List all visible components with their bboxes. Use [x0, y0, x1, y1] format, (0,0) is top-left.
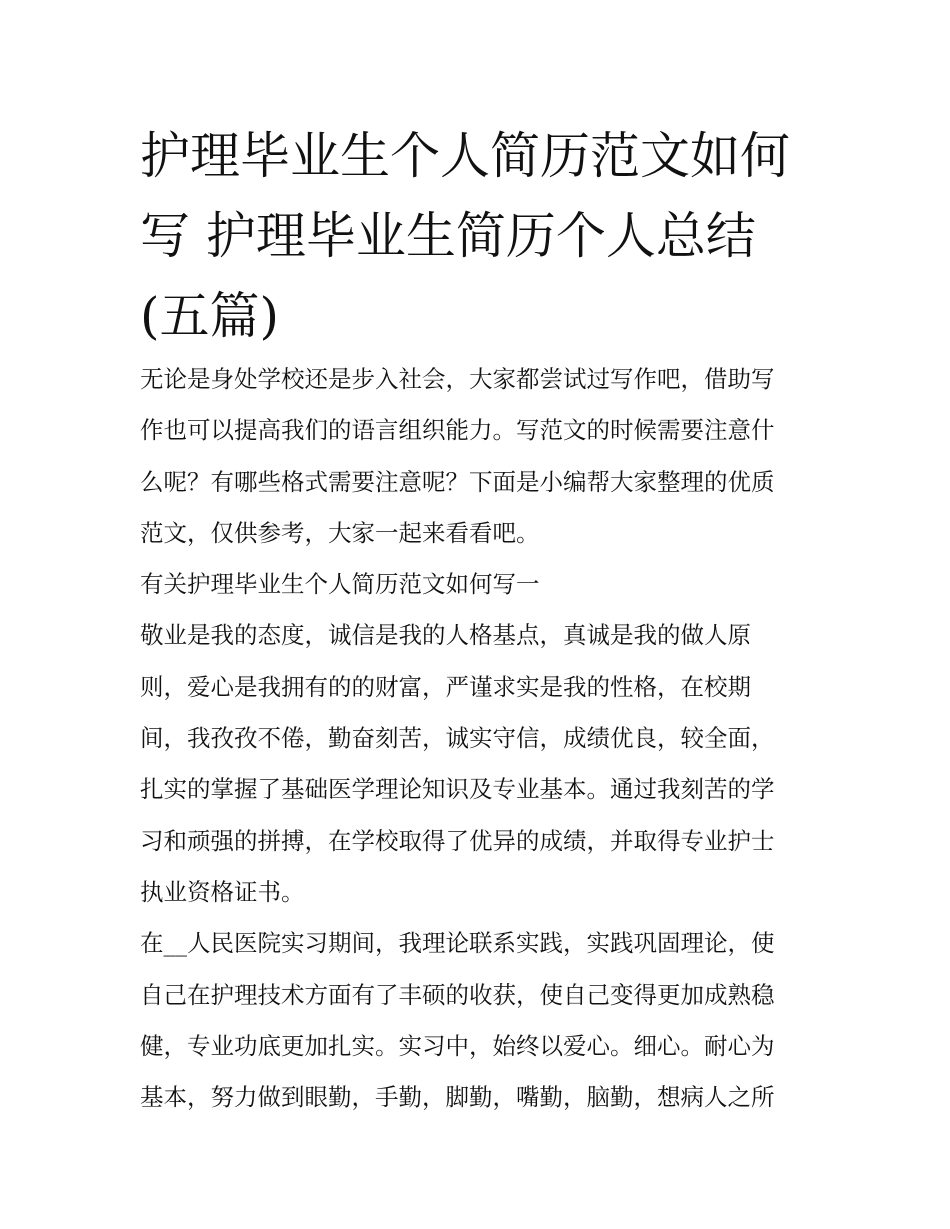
body-paragraph [140, 610, 820, 918]
text-line: 基本，努力做到眼勤，手勤，脚勤，嘴勤，脑勤，想病人之所 [140, 1083, 775, 1112]
text-line: 无论是身处学校还是步入社会，大家都尝试过写作吧，借助写 [140, 365, 775, 393]
text-line: 则，爱心是我拥有的的财富，严谨求实是我的性格，在校期 [140, 672, 751, 701]
title-line: (五篇) [140, 287, 280, 345]
text-line: 范文，仅供参考，大家一起来看看吧。 [140, 518, 540, 547]
text-line: 自己在护理技术方面有了丰硕的收获，使自己变得更加成熟稳 [140, 980, 775, 1009]
title-line: 护理毕业生个人简历范文如何 [140, 127, 790, 185]
text-line: 执业资格证书。 [140, 877, 305, 906]
intro-paragraph [140, 354, 820, 559]
text-line: 在__人民医院实习期间，我理论联系实践，实践巩固理论，使 [140, 929, 775, 958]
text-line: 健，专业功底更加扎实。实习中，始终以爱心。细心。耐心为 [140, 1031, 775, 1060]
text-line: 扎实的掌握了基础医学理论知识及专业基本。通过我刻苦的学 [140, 775, 775, 804]
text-line: 敬业是我的态度，诚信是我的人格基点，真诚是我的做人原 [140, 621, 751, 650]
section-heading [140, 559, 820, 610]
text-line: 作也可以提高我们的语言组织能力。写范文的时候需要注意什 [140, 416, 775, 445]
text-line: 有关护理毕业生个人简历范文如何写一 [140, 570, 540, 599]
title-line: 写 护理毕业生简历个人总结 [140, 207, 756, 265]
text-line: 间，我孜孜不倦，勤奋刻苦，诚实守信，成绩优良，较全面， [140, 724, 775, 753]
body-paragraph [140, 918, 820, 1123]
text-line: 习和顽强的拼搏，在学校取得了优异的成绩，并取得专业护士 [140, 826, 775, 855]
text-line: 么呢？有哪些格式需要注意呢？下面是小编帮大家整理的优质 [140, 467, 775, 496]
document-title [140, 116, 820, 356]
document-body [140, 354, 820, 1123]
